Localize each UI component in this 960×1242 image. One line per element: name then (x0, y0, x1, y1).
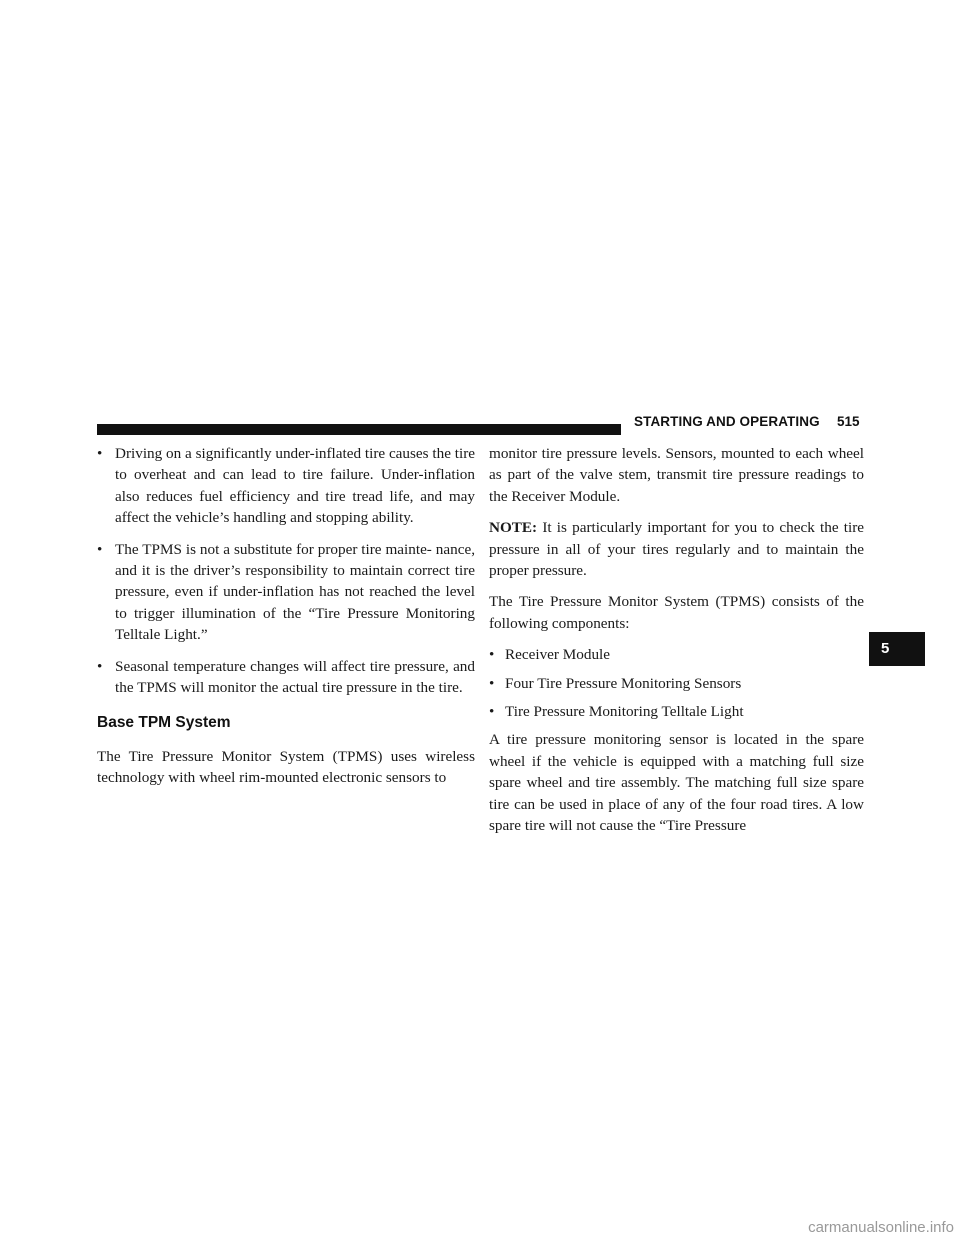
list-item-text: Receiver Module (505, 646, 611, 664)
paragraph: The Tire Pressure Monitor System (TPMS) uses wireless technology with wheel rim-mounted electronic sensors to (97, 747, 475, 787)
list-item-text: Four Tire Pressure Monitoring Sensors (505, 674, 742, 692)
bullet-icon: • (97, 445, 103, 462)
bullet-icon: • (489, 674, 495, 692)
bullet-text: Seasonal temperature changes will affect tire pressure, and the TPMS will monitor the actual tire pressure in the tire. (115, 657, 475, 697)
header-rule (97, 424, 621, 435)
list-item (489, 673, 864, 694)
list-item (489, 701, 864, 722)
note-paragraph (489, 517, 864, 581)
bullet-text: Driving on a significantly under-inflated tire causes the tire to overheat and can lead to tire failure. Under-inflation also reduces fuel efficiency and tire tread life, and may affect the vehicle’s handling and stopping ability. (115, 445, 475, 527)
bullet-text: The TPMS is not a substitute for proper tire mainte- nance, and it is the driver’s responsibility to maintain correct tire pressure, even if under-inflation has not reached the level to trigger illumination of the “Tire Pressure Monitoring Telltale Light.” (115, 540, 475, 644)
note-text: It is particularly important for you to check the tire pressure in all of your tires regularly and to maintain the proper pressure. (489, 519, 865, 580)
right-column (489, 443, 864, 847)
paragraph: The Tire Pressure Monitor System (TPMS) consists of the following components: (489, 593, 864, 632)
list-item (489, 644, 864, 665)
page-number: 515 (837, 414, 860, 429)
paragraph: A tire pressure monitoring sensor is located in the spare wheel if the vehicle is equipped with a matching full size spare wheel and tire assembly. The matching full size spare tire can be used in place of any of the four road tires. A low spare tire will not cause the “Tire Pressure (489, 731, 864, 835)
section-heading: Base TPM System (97, 714, 231, 732)
running-header-section: STARTING AND OPERATING (634, 414, 820, 429)
list-item-text: Tire Pressure Monitoring Telltale Light (505, 703, 744, 721)
paragraph: monitor tire pressure levels. Sensors, mounted to each wheel as part of the valve stem, transmit tire pressure readings to the Receiver Module. (489, 445, 864, 505)
bullet-icon: • (97, 657, 103, 675)
bullet-item (97, 443, 475, 529)
bullet-item (97, 539, 475, 646)
bullet-icon: • (97, 540, 103, 558)
bullet-item (97, 656, 475, 699)
bullet-icon: • (489, 703, 495, 721)
note-label: NOTE: (489, 519, 538, 537)
left-column (97, 443, 475, 799)
chapter-tab: 5 (869, 632, 925, 666)
bullet-icon: • (489, 646, 495, 664)
watermark-link[interactable]: carmanualsonline.info (808, 1219, 954, 1236)
